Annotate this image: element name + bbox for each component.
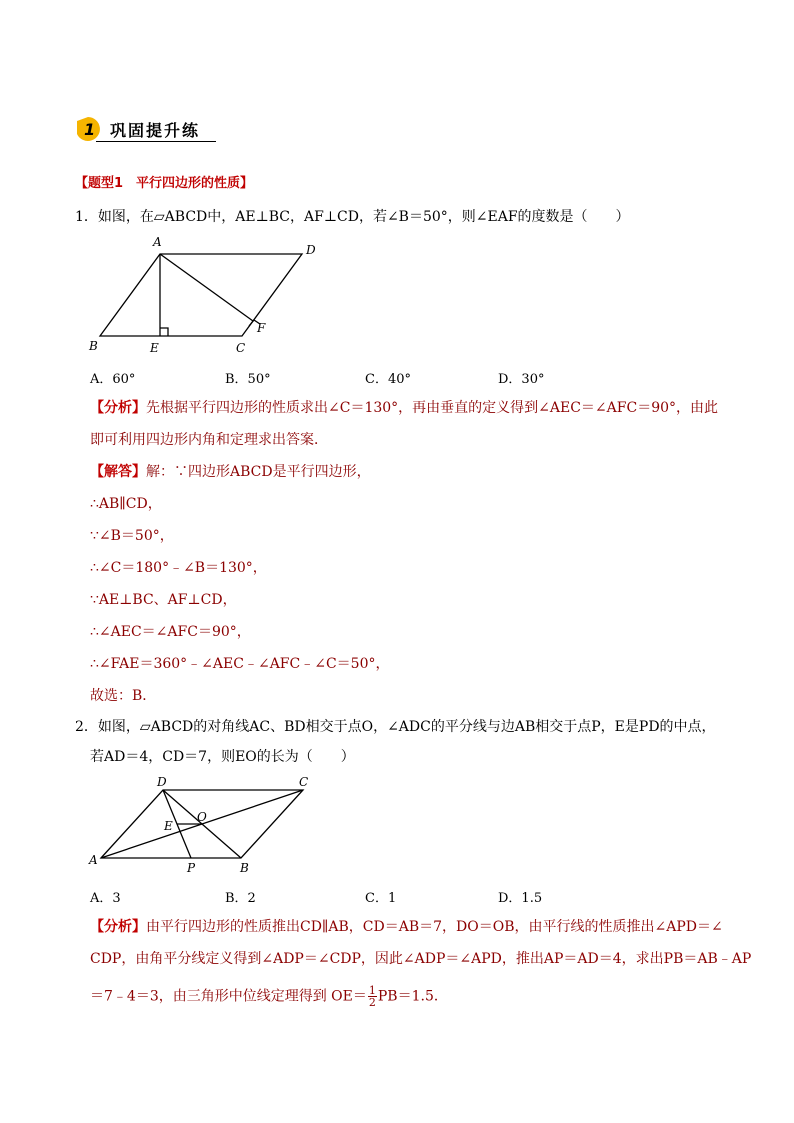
q2-analysis-text-3a: ＝7﹣4＝3，由三角形中位线定理得到 OE＝	[90, 988, 367, 1005]
q2-analysis-text-3b: PB＝1.5．	[377, 988, 448, 1005]
q1-analysis-text-1: 先根据平行四边形的性质求出∠C＝130°，再由垂直的定义得到∠AEC＝∠AFC＝90°，由此	[146, 400, 719, 416]
q1-solution-line-6: ∴∠AEC＝∠AFC＝90°，	[90, 624, 251, 640]
q2-label-C: C	[299, 775, 309, 789]
type-heading: 【题型1 平行四边形的性质】	[75, 176, 254, 191]
q2-fraction-half	[368, 985, 377, 1008]
q2-label-D: D	[157, 775, 167, 789]
q2-analysis-tag: 【分析】	[90, 919, 146, 935]
q1-label-A: A	[153, 235, 162, 249]
q1-option-c: C．40°	[365, 372, 411, 387]
q1-solution-line-2: ∴AB∥CD，	[90, 496, 162, 512]
q2-analysis-text-1: 由平行四边形的性质推出CD∥AB，CD＝AB＝7，DO＝OB，由平行线的性质推出∠APD＝∠	[146, 919, 723, 935]
q2-analysis-line-3	[90, 985, 448, 1008]
q2-frac-denominator: 2	[368, 996, 376, 1009]
q2-label-O: O	[197, 810, 207, 824]
q1-option-b: B．50°	[225, 372, 271, 387]
q2-figure	[85, 772, 320, 877]
section-number: 1	[84, 120, 96, 139]
q2-stem-line-2: 若AD＝4，CD＝7，则EO的长为（ ）	[90, 749, 355, 765]
q1-label-F: F	[257, 321, 266, 335]
q1-parallelogram	[100, 254, 302, 336]
q1-solution-line-3: ∵∠B＝50°，	[90, 528, 174, 544]
section-number-badge	[75, 116, 101, 142]
q1-solution-line-8: 故选：B．	[90, 688, 157, 704]
q1-segment-AF	[160, 254, 253, 321]
q1-analysis-line-2: 即可利用四边形内角和定理求出答案．	[90, 432, 328, 448]
q2-analysis-line-1	[90, 918, 723, 936]
q1-solution-line-7: ∴∠FAE＝360°﹣∠AEC﹣∠AFC﹣∠C＝50°，	[90, 656, 390, 672]
q2-option-a: A．3	[90, 891, 121, 906]
q2-label-A: A	[89, 853, 98, 867]
q1-figure	[85, 232, 325, 358]
q2-frac-numerator: 1	[368, 984, 376, 997]
q2-analysis-line-2: CDP，由角平分线定义得到∠ADP＝∠CDP，因此∠ADP＝∠APD，推出AP＝AD＝4，求出PB＝AB﹣AP	[90, 951, 752, 967]
q1-label-D: D	[306, 243, 316, 257]
q1-analysis-line-1	[90, 399, 718, 417]
q1-label-C: C	[236, 341, 246, 355]
q2-option-c: C．1	[365, 891, 397, 906]
q1-stem: 1．如图，在▱ABCD中，AE⊥BC，AF⊥CD，若∠B＝50°，则∠EAF的度数是（ ）	[75, 209, 630, 225]
q2-option-d: D．1.5	[498, 891, 543, 906]
q1-option-d: D．30°	[498, 372, 545, 387]
q2-stem-line-1: 2．如图，▱ABCD的对角线AC、BD相交于点O，∠ADC的平分线与边AB相交于点P，E是PD的中点，	[75, 719, 716, 735]
q2-label-B: B	[240, 861, 249, 875]
section-title: 巩固提升练	[110, 121, 201, 140]
q1-right-angle-E	[160, 328, 168, 336]
q1-label-E: E	[150, 341, 159, 355]
q1-solution-line-1	[90, 463, 371, 481]
q2-label-P: P	[187, 861, 196, 875]
q1-solution-line-4: ∴∠C＝180°﹣∠B＝130°，	[90, 560, 267, 576]
q1-solution-tag: 【解答】	[90, 464, 146, 480]
q1-solution-line-5: ∵AE⊥BC、AF⊥CD，	[90, 592, 237, 608]
section-underline	[96, 141, 216, 142]
q2-option-b: B．2	[225, 891, 256, 906]
q2-label-E: E	[164, 819, 173, 833]
q1-solution-text-1: 解：∵四边形ABCD是平行四边形，	[146, 464, 371, 480]
q1-label-B: B	[89, 339, 98, 353]
q1-option-a: A．60°	[90, 372, 136, 387]
q1-analysis-tag: 【分析】	[90, 400, 146, 416]
